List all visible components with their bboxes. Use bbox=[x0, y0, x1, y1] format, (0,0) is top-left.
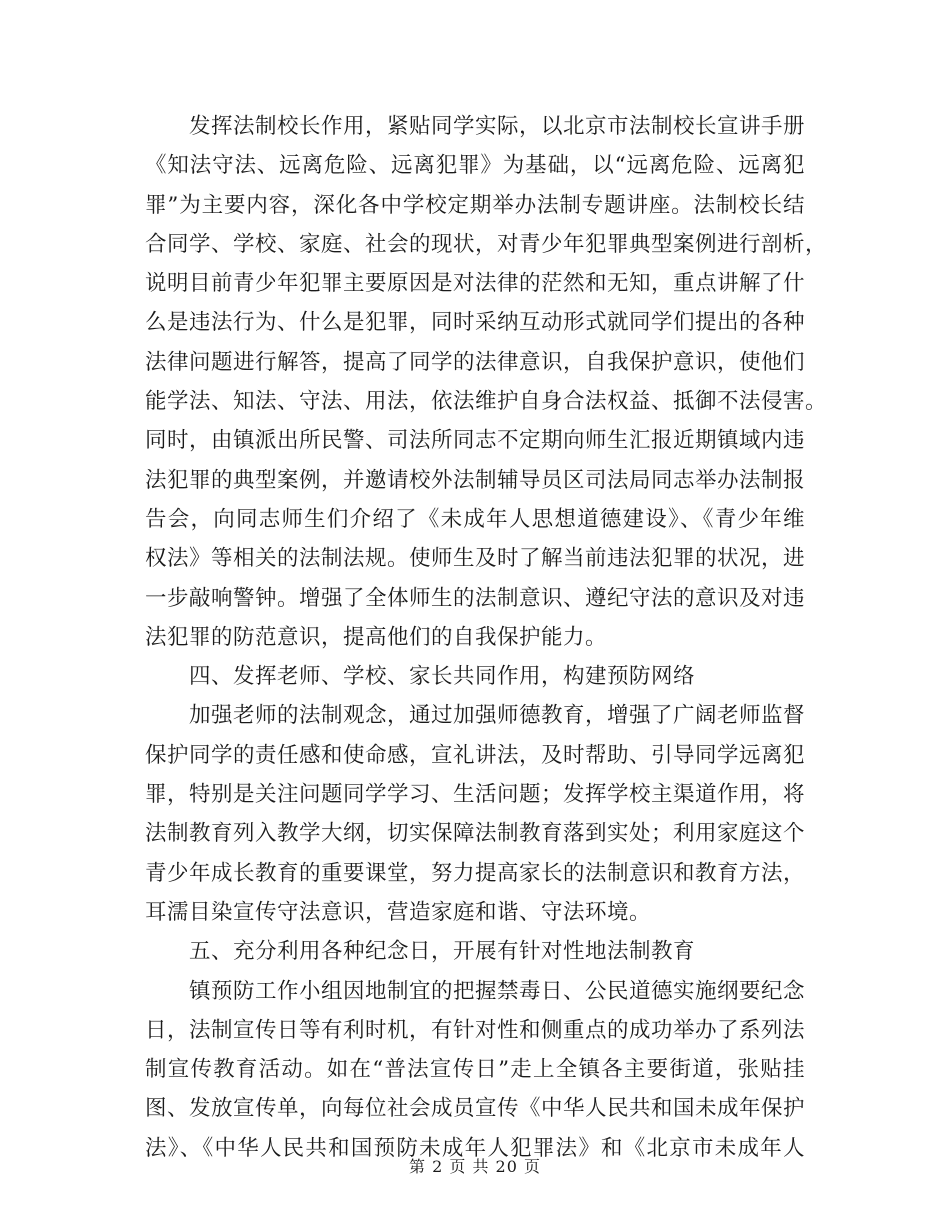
text-line: 合同学、学校、家庭、社会的现状，对青少年犯罪典型案例进行剖析， bbox=[145, 231, 828, 257]
text-line: 说明目前青少年犯罪主要原因是对法律的茫然和无知，重点讲解了什 bbox=[145, 271, 806, 297]
text-line: 法制教育列入教学大纲，切实保障法制教育落到实处；利用家庭这个 bbox=[145, 821, 806, 847]
document-body bbox=[145, 107, 828, 1168]
page-number-footer: 第 2 页 共 20 页 bbox=[409, 1157, 541, 1176]
section-heading: 五、充分利用各种纪念日，开展有针对性地法制教育 bbox=[189, 939, 696, 965]
text-line: 告会，向同志师生们介绍了《未成年人思想道德建设》、《青少年维 bbox=[145, 506, 805, 532]
text-line: 法律问题进行解答，提高了同学的法律意识，自我保护意识，使他们 bbox=[145, 349, 806, 375]
text-line: 法犯罪的典型案例，并邀请校外法制辅导员区司法局同志举办法制报 bbox=[145, 467, 806, 493]
text-line: 法犯罪的防范意识，提高他们的自我保护能力。 bbox=[145, 624, 608, 650]
text-line: 权法》等相关的法制法规。使师生及时了解当前违法犯罪的状况，进 bbox=[145, 546, 806, 572]
text-line: 《知法守法、远离危险、远离犯罪》为基础，以“远离危险、远离犯 bbox=[145, 153, 805, 179]
text-line: 日，法制宣传日等有利时机，有针对性和侧重点的成功举办了系列法 bbox=[145, 1017, 806, 1043]
text-line: 图、发放宣传单，向每位社会成员宣传《中华人民共和国未成年保护 bbox=[145, 1096, 806, 1122]
text-line: 制宣传教育活动。如在“普法宣传日”走上全镇各主要街道，张贴挂 bbox=[145, 1057, 805, 1083]
text-line: 青少年成长教育的重要课堂，努力提高家长的法制意识和教育方法， bbox=[145, 860, 806, 886]
text-line: 罪”为主要内容，深化各中学校定期举办法制专题讲座。法制校长结 bbox=[145, 192, 805, 218]
section-heading: 四、发挥老师、学校、家长共同作用，构建预防网络 bbox=[189, 664, 696, 690]
text-line: 罪，特别是关注问题同学学习、生活问题；发挥学校主渠道作用，将 bbox=[145, 782, 806, 808]
text-line: 耳濡目染宣传守法意识，营造家庭和谐、守法环境。 bbox=[145, 899, 652, 925]
text-line: 镇预防工作小组因地制宜的把握禁毒日、公民道德实施纲要纪念 bbox=[189, 978, 806, 1004]
text-line: 一步敲响警钟。增强了全体师生的法制意识、遵纪守法的意识及对违 bbox=[145, 585, 806, 611]
text-line: 保护同学的责任感和使命感，宣礼讲法，及时帮助、引导同学远离犯 bbox=[145, 742, 806, 768]
text-line: 同时，由镇派出所民警、司法所同志不定期向师生汇报近期镇域内违 bbox=[145, 428, 806, 454]
text-line: 法》、《中华人民共和国预防未成年人犯罪法》和《北京市未成年人 bbox=[145, 1135, 805, 1161]
text-line: 发挥法制校长作用，紧贴同学实际，以北京市法制校长宣讲手册 bbox=[189, 114, 806, 139]
text-line: 能学法、知法、守法、用法，依法维护自身合法权益、抵御不法侵害。 bbox=[145, 389, 828, 415]
text-line: 么是违法行为、什么是犯罪，同时采纳互动形式就同学们提出的各种 bbox=[145, 310, 806, 336]
text-line: 加强老师的法制观念，通过加强师德教育，增强了广阔老师监督 bbox=[189, 703, 806, 729]
